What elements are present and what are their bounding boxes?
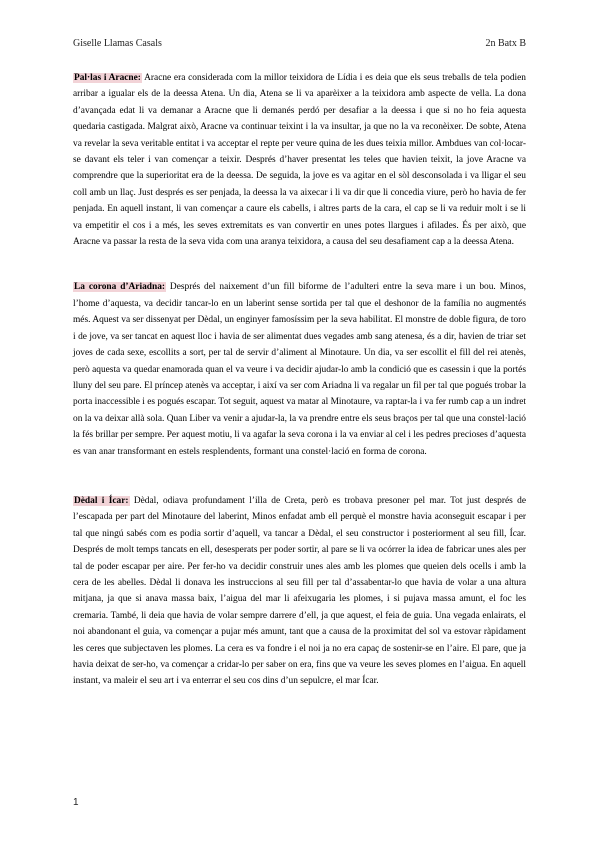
section-text: Després del naixement d’un fill biforme de l’adulteri entre la seva mare i un bou. Minos, l’home d’aquesta, va decidir tancar-lo en un laberint sense sortida per tal que el deshonor de la família no augmentés més. Aquest va ser dissenyat per Dèdal, un enginyer famosíssim per la seva habilitat. El monstre de doble figura, de toro i de jove, va ser tancat en aquest lloc i havia de ser alimentat dues vegades amb sang atenesa, és a dir, havien de triar set joves de cada sexe, escollits a sort, per tal de servir d’aliment al Minotaure. Un dia, va ser escollit el fill del rei atenès, però aquesta va quedar enamorada quan el va veure i va decidir ajudar-lo amb la condició que es casessin i que la portés lluny del seu pare. El príncep atenès va acceptar, i així va ser com Ariadna li va regalar un fil per tal que pogués trobar la porta inaccessible i es pogués escapar. Tot seguit, aquest va matar al Minotaure, va raptar-la i va fer rumb cap a un indret on la va deixar allà sola. Quan Liber va venir a ajudar-la, la va prendre entre els seus braços per tal que una constel·lació la fés brillar per sempre. Per aquest motiu, li va agafar la seva corona i la va enviar al cel i les pedres precioses d’aquesta es van anar transformant en estels resplendents, formant una constel·lació en forma de corona. (73, 282, 527, 457)
section-title: Dèdal i Ícar: (74, 495, 129, 506)
class-label: 2n Batx B (485, 38, 526, 49)
section-title: La corona d’Ariadna: (74, 282, 166, 293)
section-text: Aracne era considerada com la millor teixidora de Lídia i es deia que els seus treballs de tela podien arribar a igualar els de la deessa Atena. Un dia, Atena se li va aparèixer a la teixidora amb aspecte de vella. La dona d’avançada edat li va demanar a Aracne que li demanés perdó per desafiar a la deessa i que si no ho feia aquesta quedaria castigada. Malgrat això, Aracne va continuar teixint i la va insultar, ja que no la va reconèixer. De sobte, Atena va revelar la seva veritable entitat i va acceptar el repte per veure quina de les dues teixia millor. Ambdues van col·locar-se davant els teler i van començar a teixir. Després d’haver presentat les teles que havien teixit, la jove Aracne va comprendre que la superioritat era de la deessa. De seguida, la jove es va agitar en el sòl desconsolada i va lligar el seu coll amb un llaç. Just després es ser penjada, la deessa la va aixecar i li va dir que li concedia viure, però ho havia de fer penjada. En aquell instant, li van començar a caure els cabells, i altres parts de la cara, el cap se li va reduir molt i se li va empetitir el cos i a més, les seves extremitats es van convertir en unes potes llargues i afilades. És per això, que Aracne va passar la resta de la seva vida com una aranya teixidora, a causa del seu desafiament cap a la deessa Atena. (73, 73, 526, 248)
author-name: Giselle Llamas Casals (73, 38, 162, 49)
document-body (73, 70, 526, 690)
paragraph-corona-ariadna (73, 279, 526, 459)
paragraph-pallas-aracne (73, 70, 526, 250)
section-title: Pal·las i Aracne: (74, 73, 141, 83)
paragraph-dedal-icar (73, 493, 526, 690)
page-number: 1 (73, 797, 79, 808)
page-header (73, 38, 526, 49)
section-text: Dèdal, odiava profundament l’illa de Creta, però es trobava presoner pel mar. Tot just després de l’escapada per part del Minotaure del laberint, Minos enfadat amb ell perquè el monstre havia aconseguit escapar i per tal que ningú sabés com es podia sortir d’aquell, va tancar a Dèdal, el seu constructor i posteriorment al seu fill, Ícar. Després de molt temps tancats en ell, desesperats per poder sortir, al pare se li va ocórrer la idea de fabricar unes ales per tal de poder escapar per aire. Per fer-ho va decidir construir unes ales amb les plomes que queien dels ocells i amb la cera de les abelles. Dèdal li donava les instruccions al seu fill per tal d’assabentar-lo que havia de volar a una altura mitjana, ja que si anava massa baix, l’aigua del mar li afeixugaria les plomes, i si pujava massa amunt, el foc les cremaria. També, li deia que havia de volar sempre darrere d’ell, ja que aquest, el feia de guia. Una vegada enlairats, el noi abandonant el guia, va començar a pujar més amunt, tant que a causa de la proximitat del sol va estovar ràpidament les ceres que subjectaven les plomes. La cera es va fondre i el noi ja no era capaç de sostenir-se en l’aire. El pare, que ja havia deixat de ser-ho, va començar a cridar-lo per saber on era, fins que va veure les seves plomes en l’aigua. En aquell instant, va maleir el seu art i va enterrar el seu cos dins d’un sepulcre, el mar Ícar. (73, 495, 527, 687)
